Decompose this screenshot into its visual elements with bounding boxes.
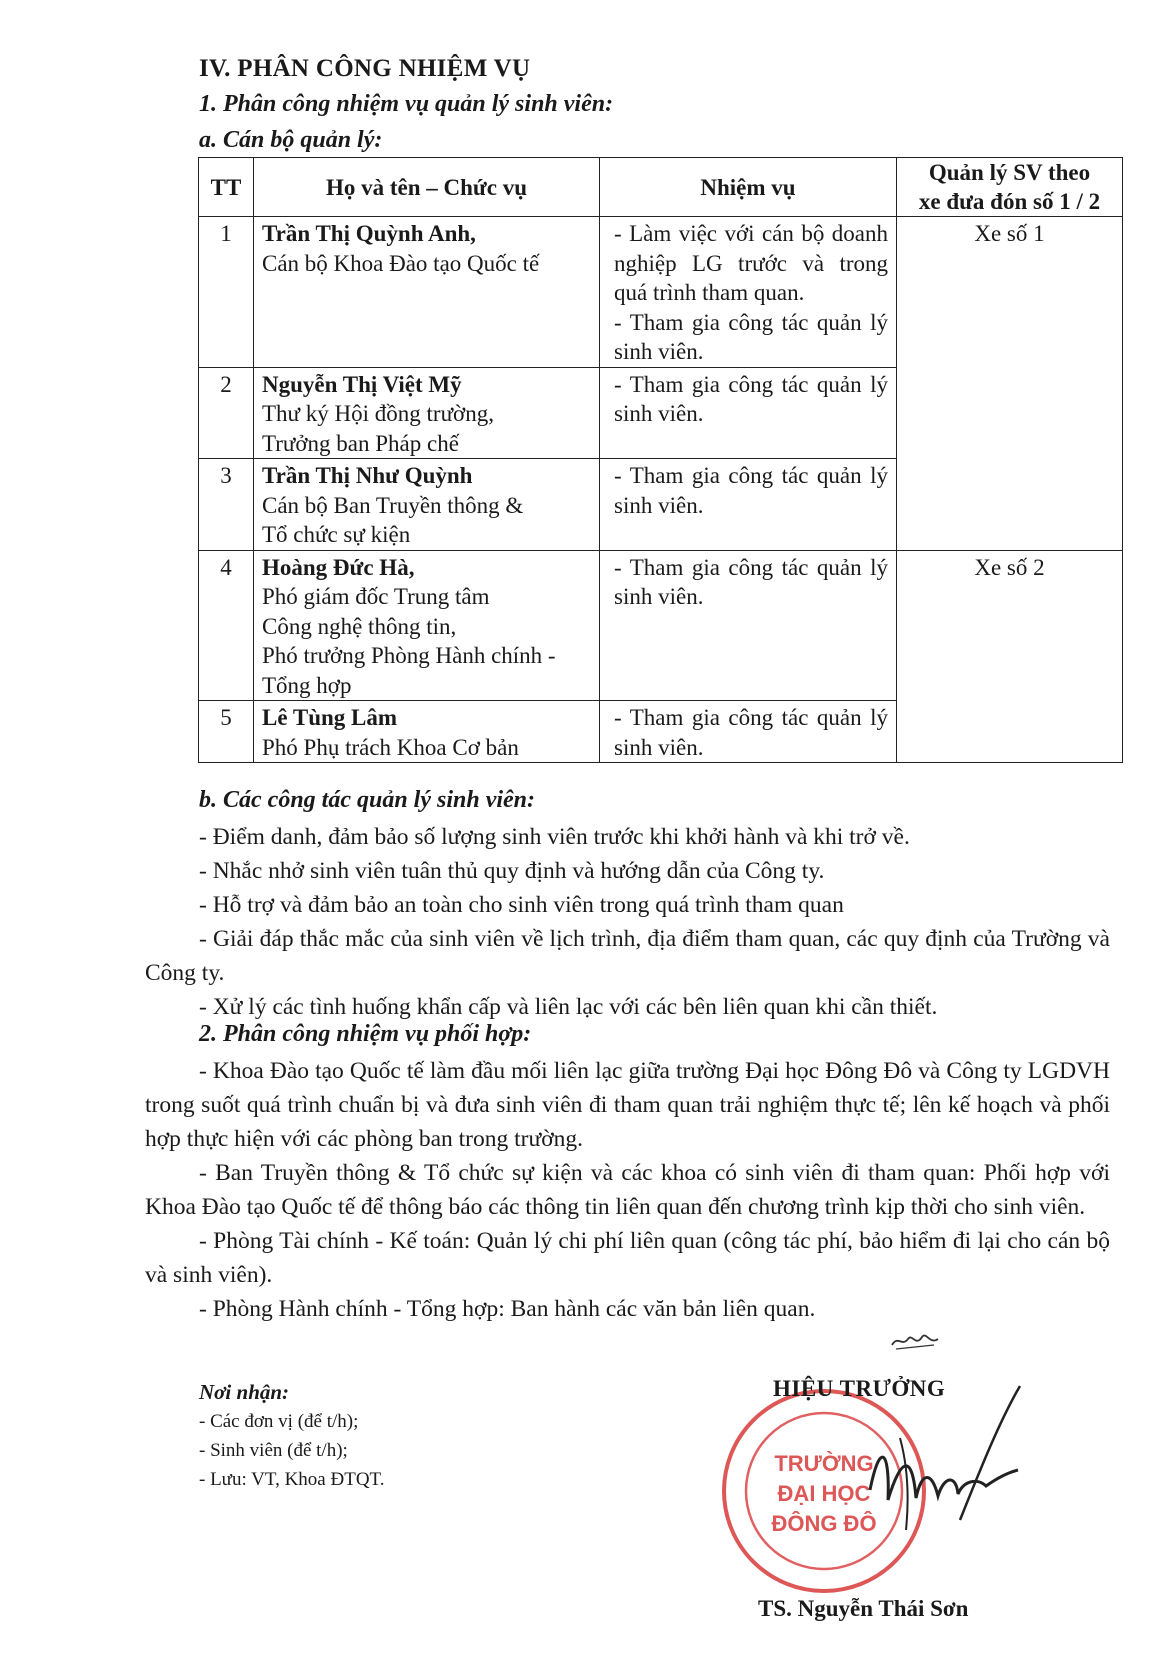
- signature-title: HIỆU TRƯỞNG: [773, 1376, 946, 1401]
- row-tt: 4: [199, 550, 254, 701]
- staff-role: Phó Phụ trách Khoa Cơ bản: [262, 734, 519, 760]
- tasks-list: [145, 820, 1110, 1024]
- subsection-1-title: 1. Phân công nhiệm vụ quản lý sinh viên:: [199, 91, 614, 117]
- staff-name: Hoàng Đức Hà,: [262, 554, 415, 580]
- table-row: [199, 217, 1123, 368]
- staff-role: Cán bộ Khoa Đào tạo Quốc tế: [262, 250, 540, 276]
- table-row: [199, 550, 1123, 701]
- task-item: - Xử lý các tình huống khẩn cấp và liên lạc với các bên liên quan khi cần thiết.: [199, 994, 938, 1020]
- coordination-list: [145, 1054, 1110, 1326]
- row-name-cell: [254, 550, 600, 701]
- row-tt: 1: [199, 217, 254, 368]
- initial-mark-icon: [890, 1327, 940, 1355]
- staff-role: Thư ký Hội đồng trường,: [262, 401, 494, 426]
- staff-name: Lê Tùng Lâm: [262, 705, 398, 730]
- header-duty: Nhiệm vụ: [600, 158, 897, 217]
- staff-duty: - Tham gia công tác quản lý sinh viên.: [600, 701, 897, 763]
- task-item: - Hỗ trợ và đảm bảo an toàn cho sinh viên trong quá trình tham quan: [199, 892, 844, 918]
- staff-role-3: Phó trưởng Phòng Hành chính - Tổng hợp: [262, 643, 556, 698]
- row-name-cell: [254, 367, 600, 459]
- header-bus-line1: Quản lý SV theo: [928, 160, 1091, 185]
- recipients-block: [199, 1378, 384, 1494]
- table-header-row: [199, 158, 1123, 217]
- header-bus: [897, 158, 1123, 217]
- recipients-label: Nơi nhận:: [199, 1380, 290, 1404]
- recipient-item: - Sinh viên (để t/h);: [199, 1440, 348, 1461]
- staff-table: [198, 157, 1123, 763]
- seal-line-3: ĐÔNG ĐÔ: [771, 1511, 877, 1536]
- row-duty-cell: [600, 217, 897, 368]
- coordination-item: - Ban Truyền thông & Tổ chức sự kiện và các khoa có sinh viên đi tham quan: Phối hợp với Khoa Đào tạo Quốc tế để thông báo các thông tin liên quan đến chương trình kịp thời cho sinh viên.: [145, 1160, 1110, 1220]
- task-item: - Giải đáp thắc mắc của sinh viên về lịch trình, địa điểm tham quan, các quy định của Trường và Công ty.: [145, 926, 1110, 986]
- row-tt: 2: [199, 367, 254, 459]
- staff-duty: - Tham gia công tác quản lý sinh viên.: [600, 459, 897, 551]
- subsection-b-title: b. Các công tác quản lý sinh viên:: [199, 787, 536, 813]
- seal-line-1: TRƯỜNG: [774, 1451, 874, 1476]
- bus-cell-2: Xe số 2: [897, 550, 1123, 763]
- task-item: - Điểm danh, đảm bảo số lượng sinh viên trước khi khởi hành và khi trở về.: [199, 824, 910, 850]
- subsection-2-title: 2. Phân công nhiệm vụ phối hợp:: [199, 1021, 532, 1047]
- recipient-item: - Các đơn vị (để t/h);: [199, 1411, 359, 1432]
- section-title: IV. PHÂN CÔNG NHIỆM VỤ: [199, 55, 531, 82]
- row-name-cell: [254, 217, 600, 368]
- header-bus-line2: xe đưa đón số 1 / 2: [918, 189, 1101, 214]
- staff-role-2: Trưởng ban Pháp chế: [262, 430, 459, 456]
- signer-name: TS. Nguyễn Thái Sơn: [758, 1596, 969, 1621]
- staff-duty: - Tham gia công tác quản lý sinh viên.: [600, 367, 897, 459]
- staff-role-2: Tổ chức sự kiện: [262, 522, 411, 547]
- staff-duty-2: - Tham gia công tác quản lý sinh viên.: [614, 309, 888, 364]
- header-name: Họ và tên – Chức vụ: [254, 158, 600, 217]
- staff-name: Trần Thị Quỳnh Anh,: [262, 221, 476, 246]
- coordination-item: - Khoa Đào tạo Quốc tế làm đầu mối liên lạc giữa trường Đại học Đông Đô và Công ty LGDVH trong suốt quá trình chuẩn bị và đưa sinh viên đi tham quan trải nghiệm thực tế; lên kế hoạch và phối hợp thực hiện với các phòng ban trong trường.: [145, 1058, 1110, 1152]
- recipient-item: - Lưu: VT, Khoa ĐTQT.: [199, 1469, 385, 1490]
- coordination-item: - Phòng Hành chính - Tổng hợp: Ban hành các văn bản liên quan.: [199, 1296, 816, 1322]
- staff-role: Phó giám đốc Trung tâm: [262, 584, 490, 609]
- row-name-cell: [254, 701, 600, 763]
- task-item: - Nhắc nhở sinh viên tuân thủ quy định và hướng dẫn của Công ty.: [199, 858, 825, 884]
- subsection-a-title: a. Cán bộ quản lý:: [199, 127, 383, 153]
- row-tt: 5: [199, 701, 254, 763]
- row-name-cell: [254, 459, 600, 551]
- staff-role-2: Công nghệ thông tin,: [262, 613, 457, 639]
- staff-duty: - Tham gia công tác quản lý sinh viên.: [600, 550, 897, 701]
- seal-line-2: ĐẠI HỌC: [777, 1481, 871, 1506]
- header-tt: TT: [199, 158, 254, 217]
- coordination-item: - Phòng Tài chính - Kế toán: Quản lý chi phí liên quan (công tác phí, bảo hiểm đi lại cho cán bộ và sinh viên).: [145, 1228, 1110, 1288]
- staff-name: Nguyễn Thị Việt Mỹ: [262, 371, 462, 397]
- staff-name: Trần Thị Như Quỳnh: [262, 463, 473, 488]
- bus-cell-1: Xe số 1: [897, 217, 1123, 551]
- staff-duty: - Làm việc với cán bộ doanh nghiệp LG trước và trong quá trình tham quan.: [614, 221, 888, 305]
- staff-role: Cán bộ Ban Truyền thông &: [262, 492, 524, 518]
- row-tt: 3: [199, 459, 254, 551]
- signature-icon: [860, 1380, 1030, 1560]
